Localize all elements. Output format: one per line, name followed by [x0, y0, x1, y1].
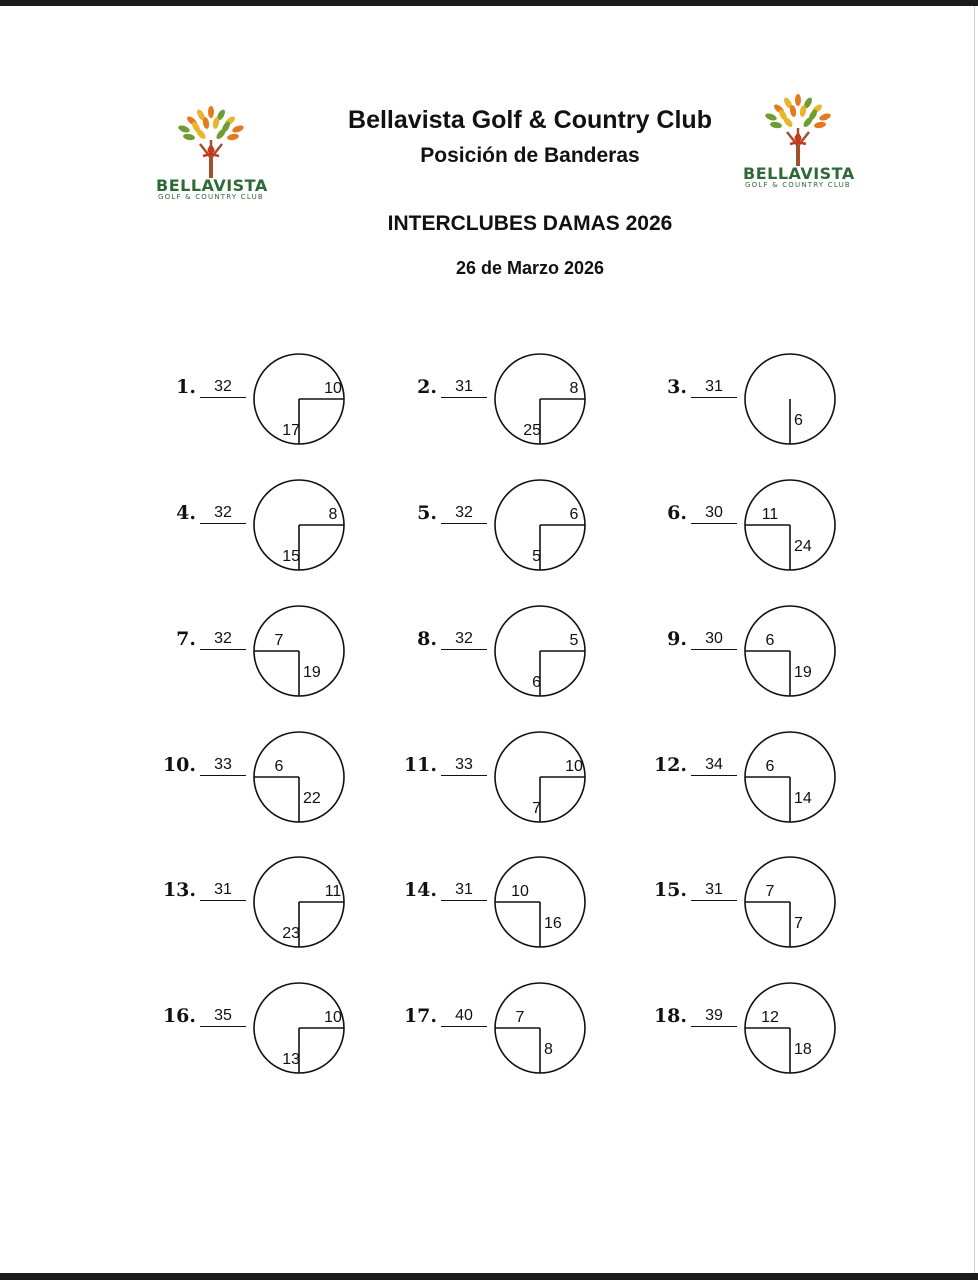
leaf-shape: [177, 124, 190, 134]
pin-offset-b: 15: [282, 548, 300, 565]
green-diagram: [745, 356, 835, 446]
green-diagram: [745, 608, 835, 698]
pin-offset-b: 19: [303, 664, 321, 681]
leaf-shape: [231, 124, 244, 134]
hole-1: [160, 356, 360, 446]
logo-name: BELLAVISTA: [156, 176, 268, 195]
pin-depth: 30: [691, 630, 737, 650]
event-title: INTERCLUBES DAMAS 2026: [387, 212, 673, 235]
pin-offset-b: 24: [794, 538, 812, 555]
hole-number: 10.: [162, 754, 196, 776]
pin-offset-b: 19: [794, 664, 812, 681]
pin-offset-a: 10: [324, 380, 342, 397]
hole-number: 5.: [417, 502, 437, 524]
pin-offset-b: 7: [794, 915, 803, 932]
pin-depth: 31: [200, 881, 246, 901]
hole-2: [401, 356, 601, 446]
club-name: Bellavista Golf & Country Club: [348, 106, 712, 134]
pin-depth: 39: [691, 1007, 737, 1027]
pin-depth: 32: [441, 504, 487, 524]
pin-offset-a: 10: [324, 1009, 342, 1026]
pin-offset-b: 16: [544, 915, 562, 932]
leaf-shape: [764, 112, 777, 122]
pin-depth: 32: [200, 630, 246, 650]
leaf-shape: [818, 112, 831, 122]
pin-offset-a: 11: [761, 506, 779, 523]
pin-depth: 31: [441, 378, 487, 398]
hole-8: [401, 608, 601, 698]
pin-offset-a: 10: [565, 758, 583, 775]
hole-16: [160, 985, 360, 1075]
pin-offset-a: 10: [511, 883, 529, 900]
pin-offset-b: 5: [532, 548, 541, 565]
pin-offset-a: 12: [761, 1009, 779, 1026]
hole-number: 3.: [667, 376, 687, 398]
hole-13: [160, 859, 360, 949]
bottom-border: [0, 1273, 978, 1280]
hole-15: [651, 859, 851, 949]
hole-number: 2.: [417, 376, 437, 398]
pin-offset-a: 6: [765, 632, 775, 649]
hole-number: 9.: [667, 628, 687, 650]
hole-number: 15.: [653, 879, 687, 901]
hole-6: [651, 482, 851, 572]
leaf-shape: [227, 133, 240, 141]
pin-depth: 40: [441, 1007, 487, 1027]
pin-offset-b: 18: [794, 1041, 812, 1058]
green-diagram: [745, 482, 835, 572]
event-date: 26 de Marzo 2026: [455, 258, 605, 278]
pin-offset-a: 7: [765, 883, 775, 900]
pin-depth: 35: [200, 1007, 246, 1027]
tree-icon: [156, 106, 266, 180]
pin-offset-b: 17: [282, 422, 300, 439]
pin-offset-a: 8: [569, 380, 579, 397]
hole-12: [651, 734, 851, 824]
pin-offset-b: 6: [532, 674, 541, 691]
hole-10: [160, 734, 360, 824]
hole-5: [401, 482, 601, 572]
hole-3: [651, 356, 851, 446]
pin-offset-a: 6: [569, 506, 579, 523]
leaf-shape: [183, 133, 196, 141]
pin-offset-b: 8: [544, 1041, 553, 1058]
leaf-shape: [795, 94, 801, 106]
leaf-shape: [814, 121, 827, 129]
pin-offset-b: 7: [532, 800, 541, 817]
hole-4: [160, 482, 360, 572]
hole-9: [651, 608, 851, 698]
green-diagram: [495, 985, 585, 1075]
pin-offset-a: 7: [515, 1009, 525, 1026]
green-diagram: [745, 734, 835, 824]
pin-offset-a: 7: [274, 632, 284, 649]
pin-depth: 31: [441, 881, 487, 901]
green-diagram: [745, 859, 835, 949]
hole-17: [401, 985, 601, 1075]
club-logo-left: [156, 106, 266, 206]
green-diagram: [254, 608, 344, 698]
leaf-shape: [770, 121, 783, 129]
hole-number: 7.: [176, 628, 196, 650]
pin-depth: 32: [200, 378, 246, 398]
pin-offset-b: 22: [303, 790, 321, 807]
hole-18: [651, 985, 851, 1075]
hole-number: 14.: [403, 879, 437, 901]
hole-number: 12.: [653, 754, 687, 776]
logo-name: BELLAVISTA: [743, 164, 855, 183]
green-diagram: [495, 859, 585, 949]
hole-number: 17.: [403, 1005, 437, 1027]
hole-7: [160, 608, 360, 698]
page-subtitle: Posición de Banderas: [420, 144, 640, 167]
pin-depth: 31: [691, 881, 737, 901]
pin-depth: 31: [691, 378, 737, 398]
green-diagram: [254, 734, 344, 824]
green-diagram: [745, 985, 835, 1075]
pin-offset-b: 6: [794, 412, 803, 429]
hole-number: 18.: [653, 1005, 687, 1027]
page-edge: [974, 6, 975, 1273]
hole-number: 8.: [417, 628, 437, 650]
hole-number: 1.: [176, 376, 196, 398]
pin-offset-b: 25: [523, 422, 541, 439]
hole-14: [401, 859, 601, 949]
pin-offset-b: 13: [282, 1051, 300, 1068]
pin-offset-a: 8: [328, 506, 338, 523]
pin-offset-a: 6: [765, 758, 775, 775]
logo-tagline: GOLF & COUNTRY CLUB: [745, 181, 851, 189]
pin-depth: 33: [200, 756, 246, 776]
pin-offset-b: 14: [794, 790, 812, 807]
top-border: [0, 0, 978, 6]
hole-number: 16.: [162, 1005, 196, 1027]
pin-offset-a: 6: [274, 758, 284, 775]
pin-offset-b: 23: [282, 925, 300, 942]
pin-depth: 32: [200, 504, 246, 524]
pin-depth: 34: [691, 756, 737, 776]
hole-number: 4.: [176, 502, 196, 524]
hole-11: [401, 734, 601, 824]
logo-tagline: GOLF & COUNTRY CLUB: [158, 193, 264, 201]
leaf-shape: [208, 106, 214, 118]
hole-number: 11.: [403, 754, 437, 776]
pin-depth: 30: [691, 504, 737, 524]
pin-offset-a: 5: [569, 632, 579, 649]
pin-depth: 33: [441, 756, 487, 776]
pin-offset-a: 11: [324, 883, 342, 900]
hole-number: 13.: [162, 879, 196, 901]
hole-number: 6.: [667, 502, 687, 524]
pin-depth: 32: [441, 630, 487, 650]
